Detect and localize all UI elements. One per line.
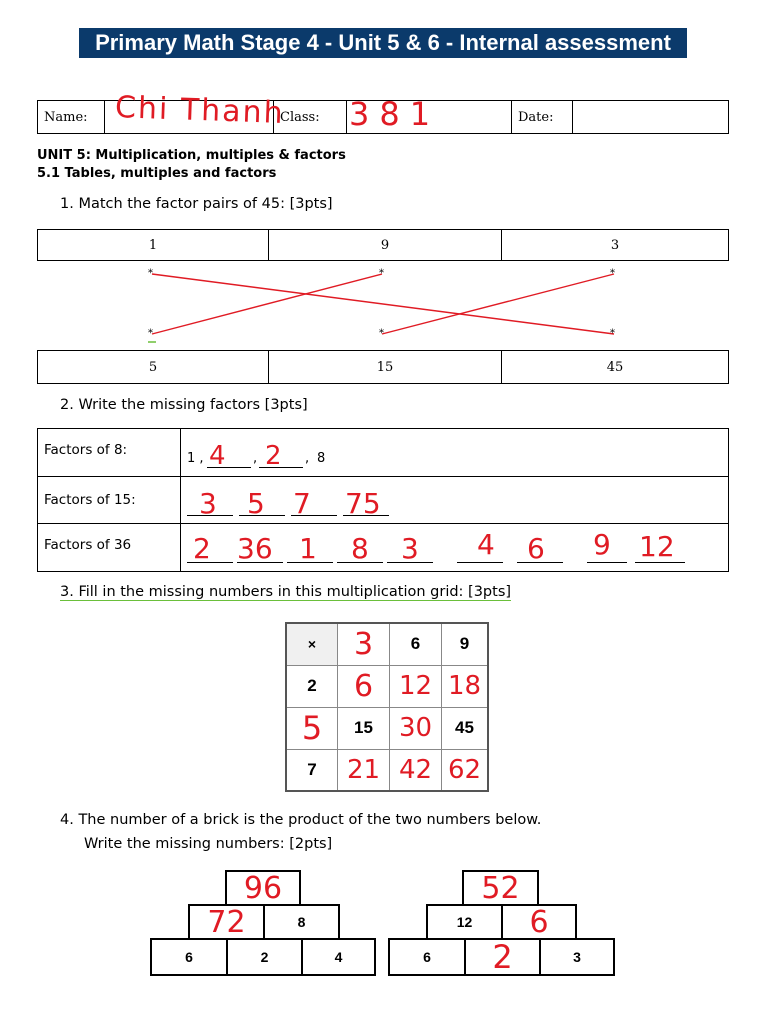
- brick: 12: [426, 904, 503, 940]
- factors-of-8-answers[interactable]: 1 , 4 , 2 , 8: [181, 429, 729, 477]
- class-value: 381: [349, 95, 441, 133]
- q1-bottom-table: [37, 350, 729, 384]
- match-dot[interactable]: *: [379, 328, 384, 339]
- match-dot[interactable]: *: [379, 268, 384, 279]
- factors-of-15-answers[interactable]: [181, 477, 729, 524]
- grid-cell: 2: [286, 665, 338, 707]
- q4-subtext: Write the missing numbers: [2pts]: [84, 836, 333, 852]
- name-label: Name:: [44, 109, 88, 125]
- brick-answer: 2: [492, 938, 513, 976]
- match-line: [152, 274, 614, 334]
- grid-answer: 18: [447, 671, 482, 701]
- brick[interactable]: [225, 870, 301, 906]
- grid-cell: 9: [442, 623, 489, 665]
- grid-cell: 7: [286, 749, 338, 791]
- match-dot[interactable]: *: [148, 268, 153, 279]
- q1-top-cell: 1: [38, 230, 269, 261]
- factors-36-answer: 4: [477, 528, 495, 561]
- brick[interactable]: [462, 870, 539, 906]
- brick-answer: 72: [207, 904, 246, 940]
- factors-8-suffix: 8: [317, 451, 326, 466]
- factors-15-answer: 7: [293, 487, 311, 520]
- class-label: Class:: [280, 109, 320, 125]
- grid-cell: 15: [338, 707, 390, 749]
- factors-36-answer: 3: [401, 532, 419, 565]
- q1-bottom-cell: 45: [502, 351, 729, 384]
- brick: 8: [263, 904, 340, 940]
- factors-8-answer: 2: [265, 441, 282, 471]
- brick[interactable]: [188, 904, 265, 940]
- brick-answer: 6: [529, 904, 549, 940]
- grid-cell: 6: [390, 623, 442, 665]
- factors-8-answer: 4: [209, 441, 226, 471]
- q1-top-cell: 9: [269, 230, 502, 261]
- q4-text: 4. The number of a brick is the product of the two numbers below.: [60, 812, 542, 828]
- q2-factors-table: [37, 428, 729, 572]
- grid-answer: 42: [398, 754, 433, 785]
- q1-top-cell: 3: [502, 230, 729, 261]
- factors-36-answer: 36: [237, 532, 273, 565]
- brick[interactable]: [464, 938, 541, 976]
- factors-15-answer: 5: [247, 487, 265, 520]
- grid-answer: 21: [346, 754, 381, 785]
- match-dot[interactable]: *: [610, 268, 615, 279]
- factors-of-8-label: Factors of 8:: [44, 442, 128, 458]
- name-value: Chi Thanh: [114, 90, 286, 131]
- match-line: [152, 274, 382, 334]
- q1-text: 1. Match the factor pairs of 45: [3pts]: [60, 196, 333, 212]
- section-title: 5.1 Tables, multiples and factors: [37, 166, 277, 181]
- factors-36-answer: 6: [527, 532, 545, 565]
- factors-36-answer: 1: [299, 532, 317, 565]
- q2-text: 2. Write the missing factors [3pts]: [60, 397, 308, 413]
- factors-36-answer: 12: [639, 530, 675, 563]
- brick: 4: [301, 938, 376, 976]
- factors-of-36-answers[interactable]: [181, 524, 729, 572]
- brick[interactable]: [501, 904, 577, 940]
- factors-36-answer: 9: [593, 528, 611, 561]
- factors-36-answer: 8: [351, 532, 369, 565]
- page-title: Primary Math Stage 4 - Unit 5 & 6 - Internal assessment: [79, 28, 687, 58]
- brick-answer: 52: [481, 870, 520, 906]
- grid-answer: 3: [353, 626, 374, 662]
- grid-answer: 62: [447, 754, 482, 785]
- factors-15-answer: 3: [199, 487, 217, 520]
- grid-answer: 12: [398, 671, 433, 701]
- grid-cell: 45: [442, 707, 489, 749]
- unit-title: UNIT 5: Multiplication, multiples & factors: [37, 148, 346, 163]
- match-dot[interactable]: *: [148, 328, 153, 339]
- factors-15-answer: 75: [345, 487, 381, 520]
- brick-answer: 96: [243, 870, 283, 906]
- multiplication-grid: [285, 622, 489, 792]
- grid-cell: ×: [286, 623, 338, 665]
- grid-answer: 5: [301, 709, 323, 747]
- factors-8-prefix: 1 ,: [187, 451, 204, 466]
- q1-bottom-cell: 5: [38, 351, 269, 384]
- grid-answer: 6: [353, 668, 374, 704]
- factors-of-36-label: Factors of 36: [44, 537, 132, 553]
- match-line: [382, 274, 614, 334]
- match-dot[interactable]: *: [610, 328, 615, 339]
- q1-bottom-cell: 15: [269, 351, 502, 384]
- q1-match-lines: [0, 0, 768, 400]
- brick: 3: [539, 938, 615, 976]
- brick: 6: [388, 938, 466, 976]
- date-label: Date:: [518, 109, 554, 125]
- factors-36-answer: 2: [193, 532, 211, 565]
- brick[interactable]: [226, 938, 303, 976]
- factors-of-15-label: Factors of 15:: [44, 492, 136, 508]
- grid-answer: 30: [398, 713, 433, 743]
- brick: 6: [150, 938, 228, 976]
- brick-value: 2: [260, 949, 269, 965]
- q3-text: 3. Fill in the missing numbers in this multiplication grid: [3pts]: [60, 584, 512, 600]
